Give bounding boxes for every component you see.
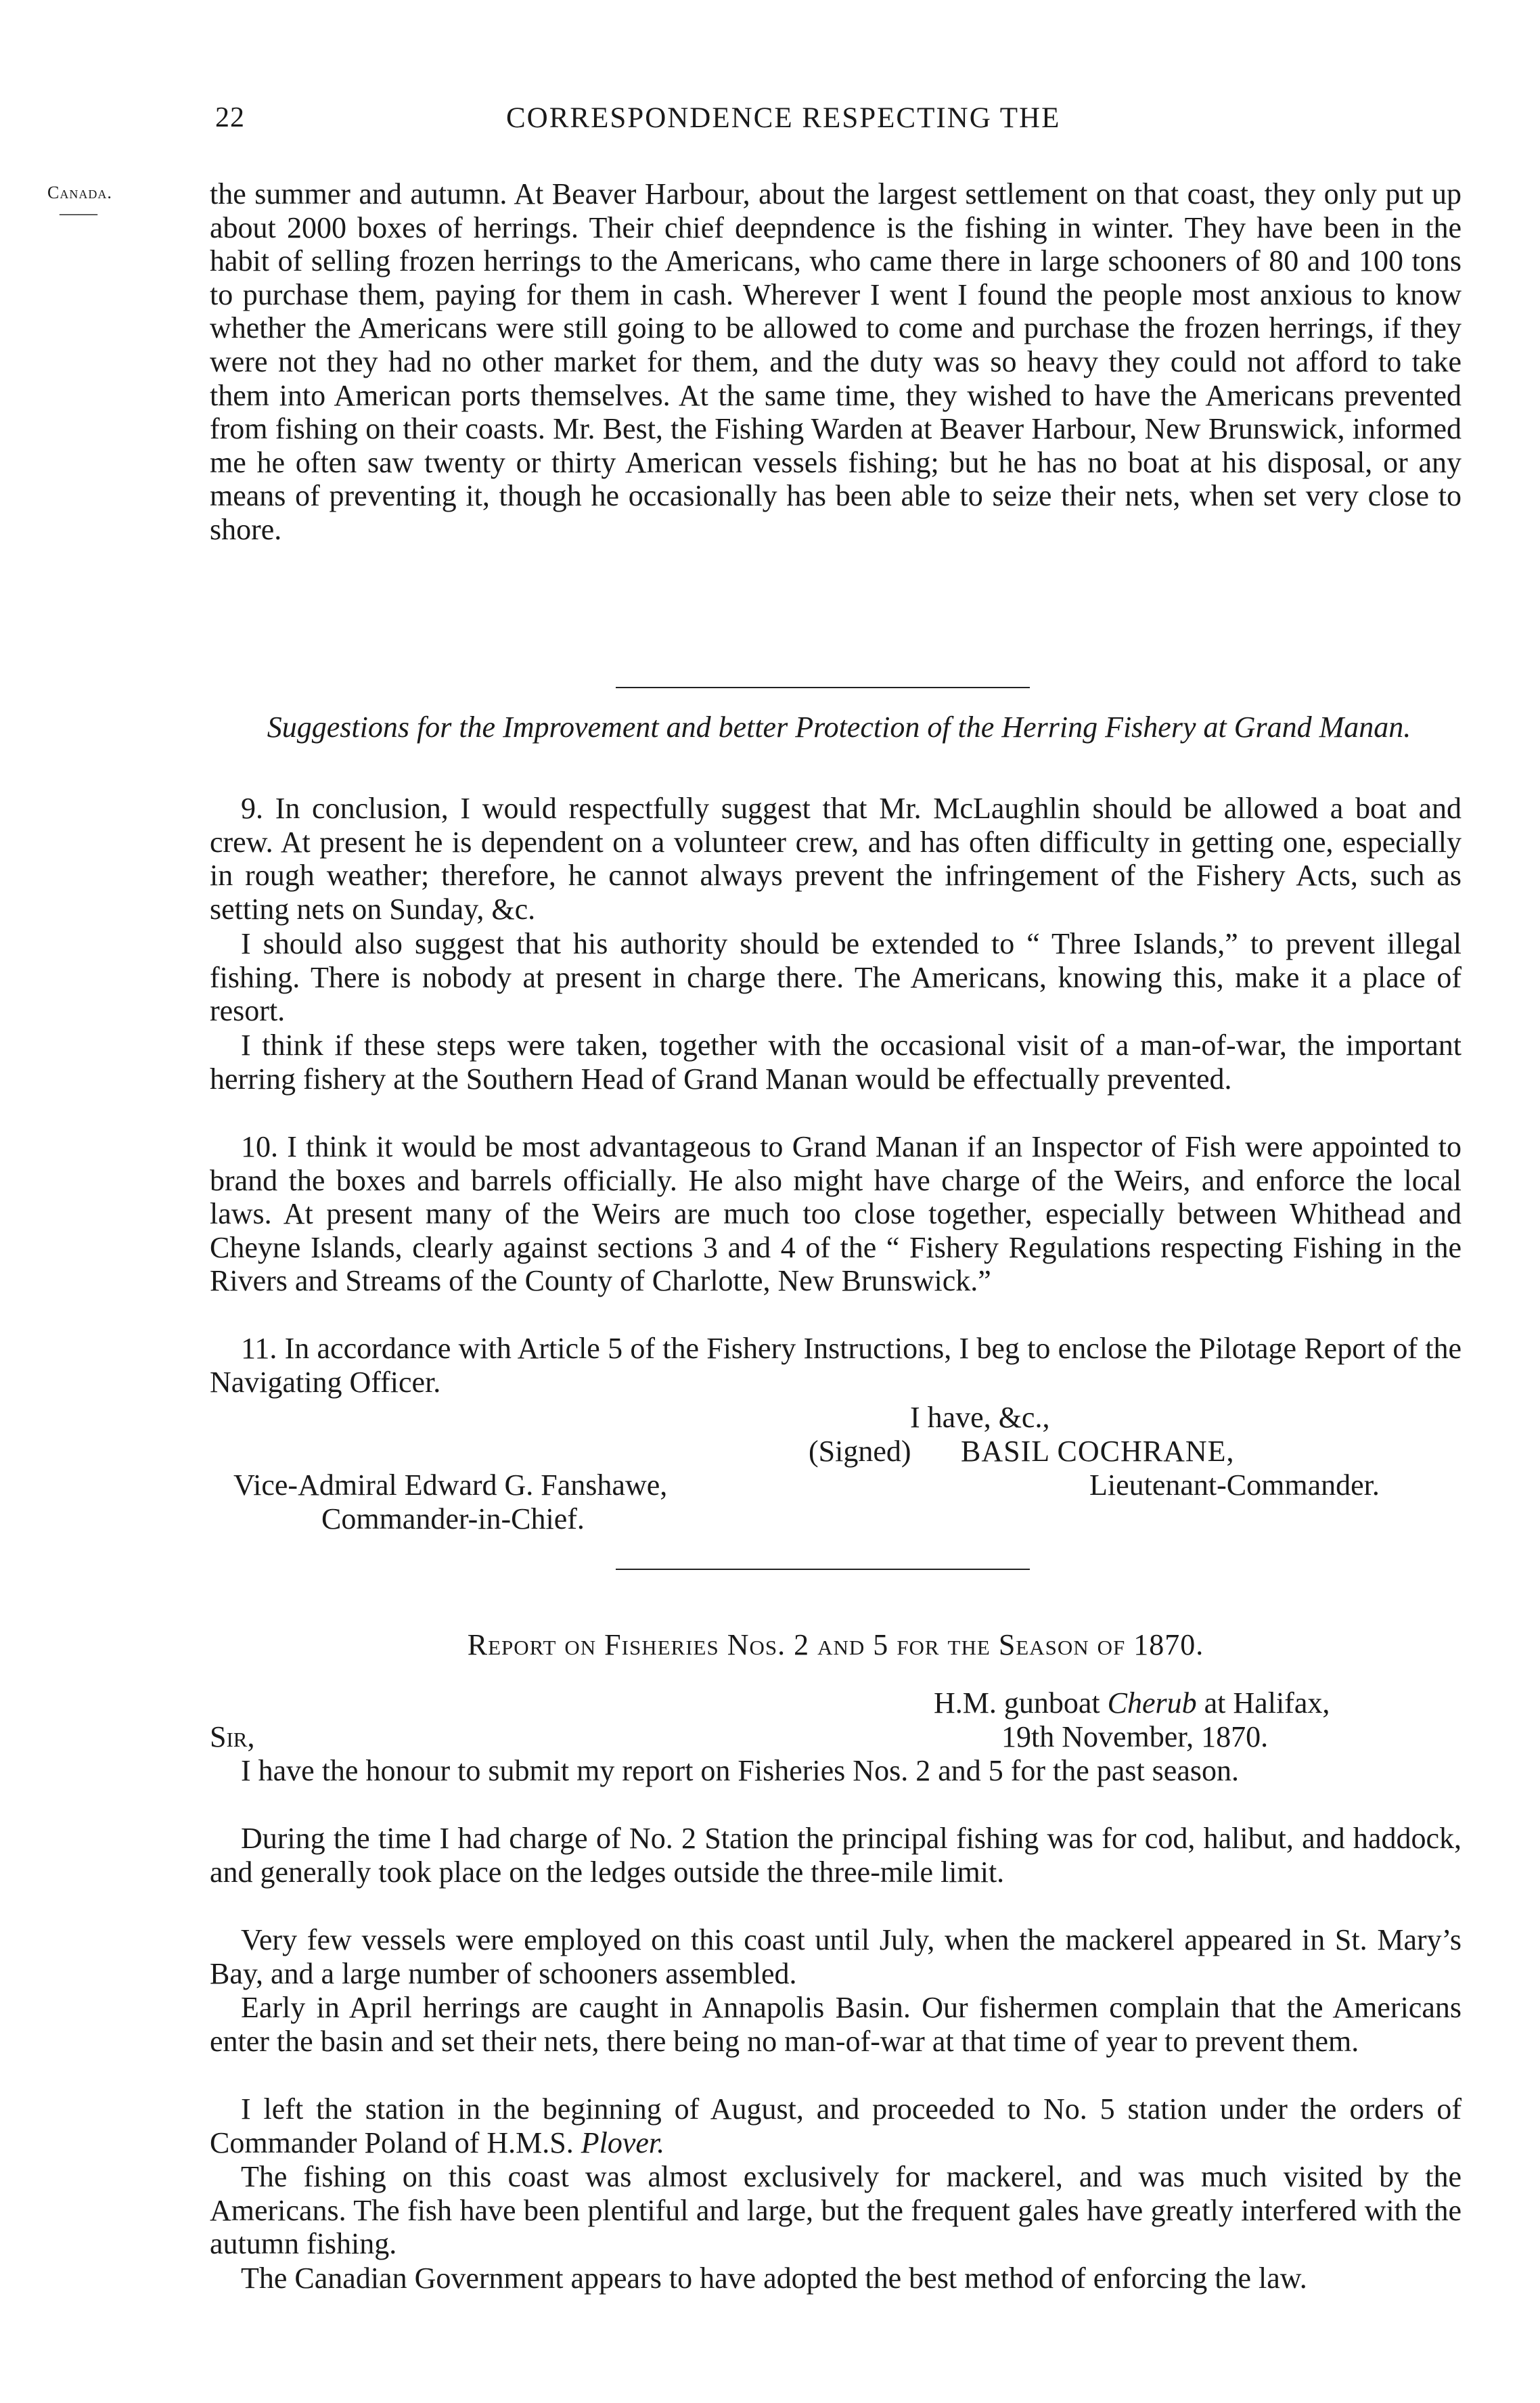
signature-signed: (Signed) [809,1435,911,1468]
report-title: Report on Fisheries Nos. 2 and 5 for the Season of 1870. [467,1628,1204,1661]
report-location-prefix: H.M. gunboat [934,1686,1108,1720]
suggestion-paragraph-10: 10. I think it would be most advantageous to Grand Manan if an Inspector of Fish were appointed to brand the boxes and barrels officially. He also might have charge of the Weirs, and enforce the local laws. At present many of the Weirs are much too close together, especially between Whithead and Cheyne Islands, clearly against sections 3 and 4 of the “ Fishery Regulations respecting Fishing in the Rivers and Streams of the County of Charlotte, New Brunswick.” [210,1130,1462,1298]
suggestion-paragraph-three-islands: I should also suggest that his authority should be extended to “ Three Islands,” to prevent illegal fishing. There is nobody at present in charge there. The Americans, knowing this, make it a place of resort. [210,927,1462,1028]
page-number: 22 [215,102,245,133]
suggestion-paragraph-9: 9. In conclusion, I would respectfully suggest that Mr. McLaughlin should be allowed a boat and crew. At present he is dependent on a volunteer crew, and has often difficulty in getting one, especially in rough weather; therefore, he cannot always prevent the infringement of the Fishery Acts, such as setting nets on Sunday, &c. [210,792,1462,926]
page-header [215,102,1462,142]
opening-paragraph: the summer and autumn. At Beaver Harbour, about the largest settlement on that coast, they only put up about 2000 boxes of herrings. Their chief deepndence is the fishing in winter. They have been in the habit of selling frozen herrings to the Americans, who came there in large schooners of 80 and 100 tons to purchase them, paying for them in cash. Wherever I went I found the people most anxious to know whether the Americans were still going to be allowed to come and purchase the frozen herrings, if they were not they had no other market for them, and the duty was so heavy they could not afford to take them into American ports themselves. At the same time, they wished to have the Americans prevented from fishing on their coasts. Mr. Best, the Fishing Warden at Beaver Harbour, New Brunswick, informed me he often saw twenty or thirty American vessels fishing; but he has no boat at his disposal, or any means of preventing it, though he occasionally has been able to seize their nets, when set very close to shore. [210,177,1462,546]
signature-closing: I have, &c., [910,1401,1050,1434]
report-paragraph-april: Early in April herrings are caught in Annapolis Basin. Our fishermen complain that the Americans enter the basin and set their nets, there being no man-of-war at that time of year to prevent them. [210,1991,1462,2058]
report-ship-name: Cherub [1107,1686,1197,1720]
report-divider-rule [616,1569,1030,1570]
signature-rank: Lieutenant-Commander. [1089,1468,1380,1502]
report-paragraph-station-2: During the time I had charge of No. 2 Station the principal fishing was for cod, halibut, and haddock, and generally took place on the ledges outside the three-mile limit. [210,1822,1462,1889]
addressee-name: Vice-Admiral Edward G. Fanshawe, [233,1468,668,1502]
report-location-suffix: at Halifax, [1196,1686,1330,1720]
report-paragraph-government: The Canadian Government appears to have adopted the best method of enforcing the law. [241,2262,1307,2295]
report-salutation: Sir, [210,1720,255,1753]
running-title: CORRESPONDENCE RESPECTING THE [506,102,1061,134]
margin-dash: —— [60,203,97,224]
plover-ship-name: Plover. [581,2126,665,2159]
suggestion-paragraph-man-of-war: I think if these steps were taken, together with the occasional visit of a man-of-war, the important herring fishery at the Southern Head of Grand Manan would be effectually prevented. [210,1029,1462,1096]
margin-note: Canada. [47,183,112,202]
report-paragraph-intro: I have the honour to submit my report on Fisheries Nos. 2 and 5 for the past season. [241,1754,1239,1787]
report-location [934,1686,1330,1720]
addressee-title: Commander-in-Chief. [321,1502,585,1535]
report-paragraph-july: Very few vessels were employed on this coast until July, when the mackerel appeared in St. Mary’s Bay, and a large number of schooners assembled. [210,1923,1462,1990]
report-paragraph-mackerel: The fishing on this coast was almost exclusively for mackerel, and was much visited by the Americans. The fish have been plentiful and large, but the frequent gales have greatly interfered with the autumn fishing. [210,2160,1462,2261]
section-caption: Suggestions for the Improvement and better Protection of the Herring Fishery at Grand Manan. [267,711,1411,744]
section-divider-rule [616,687,1030,688]
report-paragraph-august [210,2092,1462,2159]
signature-name: BASIL COCHRANE, [961,1435,1235,1468]
suggestion-paragraph-11: 11. In accordance with Article 5 of the Fishery Instructions, I beg to enclose the Pilotage Report of the Navigating Officer. [210,1332,1462,1399]
report-date: 19th November, 1870. [1001,1720,1269,1753]
report-paragraph-august-text: I left the station in the beginning of August, and proceeded to No. 5 station under the orders of Commander Poland of H.M.S. [210,2092,1462,2159]
